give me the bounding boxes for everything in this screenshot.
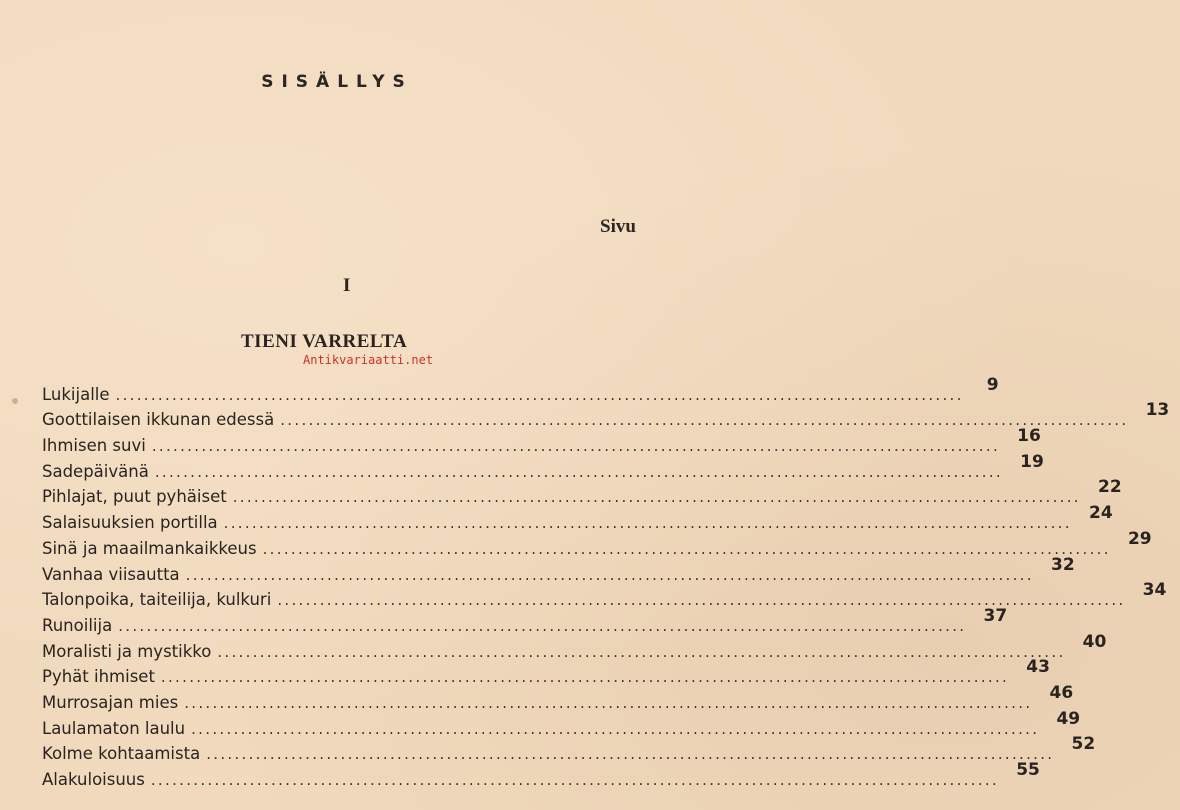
page-column-label: Sivu	[600, 216, 636, 237]
toc-entry-title: Sadepäivänä	[42, 461, 149, 481]
toc-entry-title: Vanhaa viisautta	[42, 564, 180, 584]
section-numeral: I	[343, 275, 351, 296]
toc-entry-title: Goottilaisen ikkunan edessä	[42, 410, 275, 430]
toc-entry-page: 9	[986, 374, 999, 395]
toc-entry-page: 49	[1056, 708, 1081, 729]
toc-entry	[42, 451, 1044, 481]
toc-entry-title: Pyhät ihmiset	[42, 667, 155, 687]
dot-leader: ........................................................................................................................	[232, 488, 1081, 507]
dot-leader: ........................................................................................................................	[191, 719, 1040, 738]
toc-entry	[42, 528, 1152, 558]
toc-entry-page: 16	[1017, 426, 1041, 447]
toc-entry-title: Runoilija	[42, 615, 113, 635]
dot-leader: ........................................................................................................................	[206, 745, 1055, 764]
toc-entry-page: 37	[983, 605, 1008, 626]
toc-entry	[42, 708, 1081, 738]
toc-entry	[42, 734, 1096, 764]
toc-entry-page: 43	[1026, 657, 1050, 678]
toc-entry-title: Moralisti ja mystikko	[42, 641, 212, 661]
toc-entry-page: 55	[1016, 760, 1040, 780]
watermark-text: Antikvariaatti.net	[303, 353, 434, 367]
toc-entry	[42, 477, 1122, 507]
toc-entry	[42, 426, 1041, 456]
dot-leader: ........................................................................................................................	[150, 771, 1000, 789]
toc-entry-title: Pihlajat, puut pyhäiset	[42, 487, 227, 507]
toc-entry-title: Laulamaton laulu	[42, 718, 186, 738]
dot-leader: ........................................................................................................................	[151, 437, 1001, 456]
dot-leader: ........................................................................................................................	[115, 385, 964, 404]
dot-leader: ........................................................................................................................	[184, 693, 1033, 712]
dot-leader: ........................................................................................................................	[118, 616, 967, 635]
toc-entry-page: 19	[1020, 451, 1044, 472]
toc-entry	[42, 605, 1008, 635]
toc-entry	[42, 760, 1040, 789]
toc-entry-title: Talonpoika, taiteilija, kulkuri	[42, 590, 272, 610]
table-of-contents	[42, 374, 1170, 789]
toc-entry	[42, 657, 1050, 687]
toc-entry	[42, 400, 1170, 430]
dot-leader: ........................................................................................................................	[185, 565, 1034, 584]
toc-entry-page: 34	[1142, 580, 1167, 601]
toc-entry	[42, 682, 1074, 712]
toc-entry	[42, 580, 1167, 610]
toc-entry-title: Murrosajan mies	[42, 692, 179, 712]
toc-entry-title: Salaisuuksien portilla	[42, 513, 218, 533]
toc-entry-title: Ihmisen suvi	[42, 436, 146, 456]
dot-leader: ........................................................................................................................	[223, 514, 1072, 533]
toc-entry-page: 46	[1049, 682, 1074, 703]
dot-leader: ........................................................................................................................	[217, 642, 1066, 661]
toc-entry	[42, 554, 1075, 584]
toc-entry-page: 32	[1050, 554, 1075, 575]
dot-leader: ........................................................................................................................	[262, 539, 1111, 558]
toc-entry-page: 22	[1098, 477, 1122, 498]
toc-entry-title: Kolme kohtaamista	[42, 744, 201, 764]
dot-leader: ........................................................................................................................	[277, 591, 1126, 610]
contents-heading: SISÄLLYS	[261, 72, 413, 92]
toc-entry-title: Sinä ja maailmankaikkeus	[42, 538, 257, 558]
toc-entry	[42, 631, 1107, 661]
dot-leader: ........................................................................................................................	[280, 411, 1129, 430]
dot-leader: ........................................................................................................................	[154, 462, 1003, 481]
toc-entry-page: 24	[1088, 503, 1113, 524]
toc-entry-title: Alakuloisuus	[42, 770, 145, 789]
section-title: TIENI VARRELTA	[241, 331, 408, 352]
toc-entry	[42, 374, 999, 404]
toc-entry-page: 40	[1082, 631, 1107, 652]
toc-entry-page: 29	[1127, 528, 1152, 549]
dot-leader: ........................................................................................................................	[160, 668, 1010, 687]
toc-entry-title: Lukijalle	[42, 384, 110, 404]
paper-smudge	[12, 398, 18, 404]
toc-entry	[42, 503, 1113, 533]
toc-entry-page: 13	[1145, 400, 1170, 421]
toc-entry-page: 52	[1071, 734, 1096, 755]
